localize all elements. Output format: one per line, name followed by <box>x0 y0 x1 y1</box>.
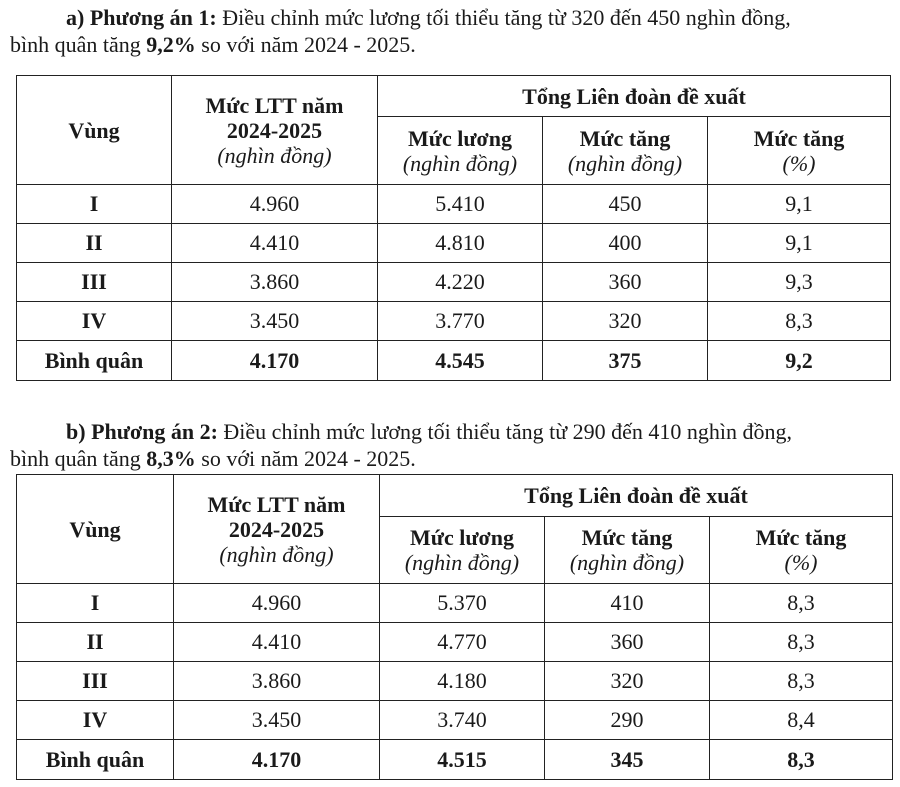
cell-ltt: 4.170 <box>172 341 378 381</box>
cell-pct: 9,3 <box>708 263 891 302</box>
cell-region: IV <box>17 701 174 740</box>
plan-a-intro-text-2b: so với năm 2024 - 2025. <box>195 32 416 57</box>
cell-ltt: 4.410 <box>172 224 378 263</box>
header-increase-unit: (nghìn đồng) <box>569 550 685 575</box>
table-row <box>17 623 893 662</box>
cell-wage: 4.220 <box>378 263 543 302</box>
plan-a-label: Phương án 1: <box>89 5 217 30</box>
cell-increase: 320 <box>545 662 710 701</box>
cell-region: III <box>17 263 172 302</box>
plan-b-intro <box>0 418 900 472</box>
header-ltt-unit: (nghìn đồng) <box>219 541 334 567</box>
cell-region: I <box>17 584 174 623</box>
header-increase-pct-unit: (%) <box>782 150 816 176</box>
plan-b-intro-text-2b: so với năm 2024 - 2025. <box>195 446 416 471</box>
header-increase-unit: (nghìn đồng) <box>567 150 683 176</box>
cell-increase: 360 <box>545 623 710 662</box>
header-ltt-years: 2024-2025 <box>228 516 325 542</box>
header-ltt <box>172 76 378 185</box>
header-ltt-title: Mức LTT năm <box>207 491 346 517</box>
table-row <box>17 263 891 302</box>
plan-a-intro-text-2a: bình quân tăng <box>10 32 147 57</box>
table-row-average <box>17 341 891 381</box>
cell-pct: 9,1 <box>708 224 891 263</box>
cell-region: III <box>17 662 174 701</box>
header-increase-pct: Mức tăng (%) <box>708 117 891 185</box>
cell-pct: 8,4 <box>710 701 893 740</box>
header-increase-pct-unit: (%) <box>784 550 818 575</box>
cell-wage: 5.370 <box>380 584 545 623</box>
cell-wage: 3.740 <box>380 701 545 740</box>
header-ltt <box>174 475 380 584</box>
table-row <box>17 662 893 701</box>
cell-ltt: 3.860 <box>172 263 378 302</box>
table-row-average <box>17 740 893 780</box>
header-wage-unit: (nghìn đồng) <box>404 550 520 575</box>
plan-b-table <box>16 474 893 780</box>
table-row <box>17 701 893 740</box>
cell-pct: 8,3 <box>708 302 891 341</box>
cell-region: Bình quân <box>17 341 172 381</box>
header-ltt-title: Mức LTT năm <box>205 92 344 118</box>
plan-b-intro-text-1: Điều chỉnh mức lương tối thiểu tăng từ 290 đến 410 nghìn đồng, <box>217 419 793 444</box>
table-row <box>17 302 891 341</box>
cell-wage: 4.545 <box>378 341 543 381</box>
plan-a-table <box>16 75 891 381</box>
cell-region: Bình quân <box>17 740 174 780</box>
cell-ltt: 4.960 <box>172 185 378 224</box>
header-wage-unit: (nghìn đồng) <box>402 150 518 176</box>
plan-b-section <box>0 418 900 472</box>
cell-wage: 5.410 <box>378 185 543 224</box>
cell-wage: 4.770 <box>380 623 545 662</box>
cell-wage: 4.515 <box>380 740 545 780</box>
cell-wage: 4.180 <box>380 662 545 701</box>
cell-increase: 345 <box>545 740 710 780</box>
cell-increase: 360 <box>543 263 708 302</box>
cell-pct: 8,3 <box>710 623 893 662</box>
table-row <box>17 584 893 623</box>
cell-pct: 9,1 <box>708 185 891 224</box>
cell-pct: 8,3 <box>710 662 893 701</box>
cell-ltt: 3.450 <box>174 701 380 740</box>
cell-pct: 8,3 <box>710 584 893 623</box>
plan-a-section <box>0 4 900 58</box>
cell-region: II <box>17 623 174 662</box>
cell-ltt: 3.450 <box>172 302 378 341</box>
cell-pct: 9,2 <box>708 341 891 381</box>
header-region: Vùng <box>17 475 174 584</box>
cell-ltt: 4.960 <box>174 584 380 623</box>
header-proposal-group: Tổng Liên đoàn đề xuất <box>380 475 893 517</box>
plan-a-intro-pct: 9,2% <box>146 32 196 57</box>
cell-increase: 400 <box>543 224 708 263</box>
cell-wage: 3.770 <box>378 302 543 341</box>
cell-increase: 410 <box>545 584 710 623</box>
cell-increase: 320 <box>543 302 708 341</box>
header-ltt-unit: (nghìn đồng) <box>217 142 332 168</box>
cell-region: IV <box>17 302 172 341</box>
table-row <box>17 224 891 263</box>
cell-increase: 450 <box>543 185 708 224</box>
plan-a-intro <box>0 4 900 58</box>
cell-region: II <box>17 224 172 263</box>
header-increase: Mức tăng (nghìn đồng) <box>543 117 708 185</box>
cell-ltt: 3.860 <box>174 662 380 701</box>
cell-region: I <box>17 185 172 224</box>
plan-b-intro-text-2a: bình quân tăng <box>10 446 147 471</box>
header-wage: Mức lương (nghìn đồng) <box>380 517 545 584</box>
header-region: Vùng <box>17 76 172 185</box>
cell-wage: 4.810 <box>378 224 543 263</box>
cell-increase: 375 <box>543 341 708 381</box>
plan-a-prefix: a) <box>66 5 90 30</box>
header-proposal-group: Tổng Liên đoàn đề xuất <box>378 76 891 117</box>
plan-b-prefix: b) <box>66 419 92 444</box>
header-ltt-years: 2024-2025 <box>226 117 323 143</box>
header-increase: Mức tăng (nghìn đồng) <box>545 517 710 584</box>
plan-b-intro-pct: 8,3% <box>146 446 196 471</box>
plan-a-intro-text-1: Điều chỉnh mức lương tối thiểu tăng từ 320 đến 450 nghìn đồng, <box>216 5 791 30</box>
header-increase-pct: Mức tăng (%) <box>710 517 893 584</box>
header-wage: Mức lương (nghìn đồng) <box>378 117 543 185</box>
cell-pct: 8,3 <box>710 740 893 780</box>
cell-ltt: 4.170 <box>174 740 380 780</box>
cell-increase: 290 <box>545 701 710 740</box>
plan-b-label: Phương án 2: <box>91 419 218 444</box>
cell-ltt: 4.410 <box>174 623 380 662</box>
table-row <box>17 185 891 224</box>
